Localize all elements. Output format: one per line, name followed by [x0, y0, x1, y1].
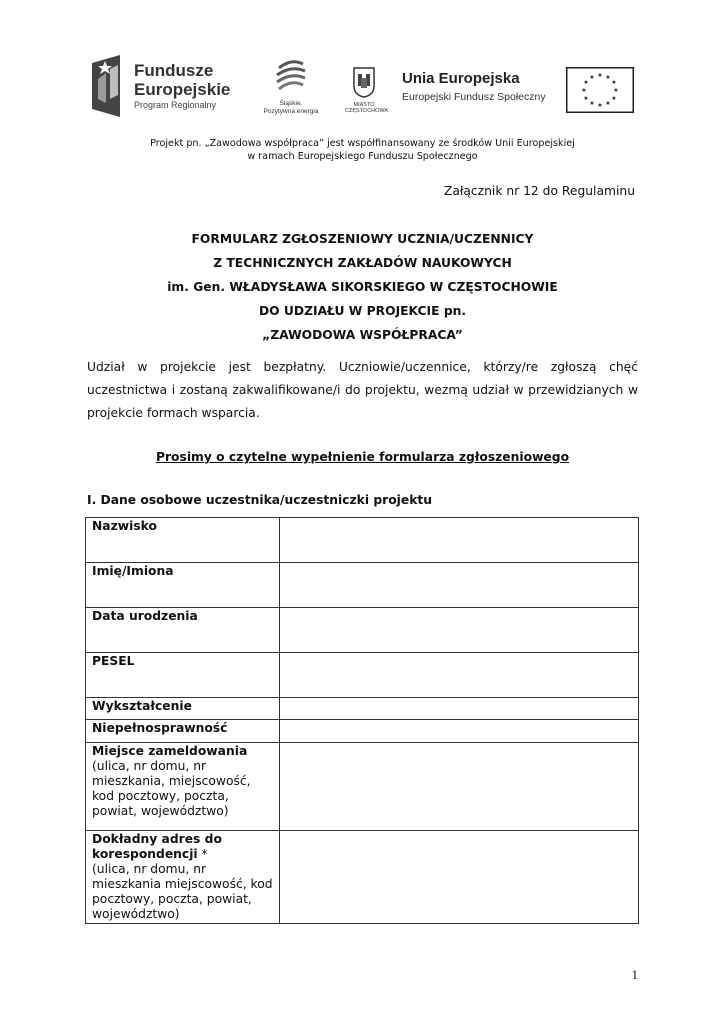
pesel-field[interactable]	[280, 653, 639, 698]
residence-field[interactable]	[280, 743, 639, 831]
residence-label-cell	[86, 743, 280, 831]
czestochowa-coat-of-arms-icon	[352, 66, 376, 98]
fundusze-europejskie-logo	[88, 55, 238, 117]
correspondence-label: Dokładny adres do korespondencji	[92, 832, 222, 861]
svg-text:★: ★	[589, 74, 595, 81]
fundusze-europejskie-emblem-icon	[88, 55, 128, 117]
cofunding-statement	[80, 137, 645, 163]
slaskie-wave-icon	[273, 58, 309, 96]
fe-logo-line1: Fundusze	[134, 61, 214, 80]
svg-text:★: ★	[589, 100, 595, 107]
form-title	[90, 227, 635, 347]
svg-text:★: ★	[611, 79, 617, 86]
page-number: 1	[631, 967, 638, 982]
cofunding-line2: w ramach Europejskiego Funduszu Społecznego	[247, 151, 478, 162]
ue-logo-line1: Unia Europejska	[402, 70, 520, 87]
svg-text:★: ★	[605, 100, 611, 107]
svg-text:★: ★	[597, 72, 603, 79]
slaskie-logo-line2: Pozytywna energia	[263, 108, 319, 115]
svg-text:★: ★	[611, 95, 617, 102]
surname-field[interactable]	[280, 518, 639, 563]
correspondence-hint: (ulica, nr domu, nr mieszkania miejscowość, kod pocztowy, poczta, powiat, województwo)	[92, 862, 273, 921]
czestochowa-logo	[345, 66, 389, 116]
section-title: I. Dane osobowe uczestnika/uczestniczki projektu	[87, 493, 433, 507]
title-line: im. Gen. WŁADYSŁAWA SIKORSKIEGO W CZĘSTOCHOWIE	[167, 280, 558, 294]
table-row	[86, 518, 639, 563]
svg-text:★: ★	[583, 95, 589, 102]
personal-data-table	[85, 517, 639, 924]
education-label: Wykształcenie	[86, 698, 280, 720]
first-name-field[interactable]	[280, 563, 639, 608]
table-row	[86, 698, 639, 720]
correspondence-field[interactable]	[280, 831, 639, 924]
fill-instruction: Prosimy o czytelne wypełnienie formularza zgłoszeniowego	[155, 450, 570, 464]
table-row	[86, 743, 639, 831]
first-name-label: Imię/Imiona	[86, 563, 280, 608]
eu-flag-icon	[566, 67, 634, 113]
table-row	[86, 563, 639, 608]
residence-label: Miejsce zameldowania	[92, 744, 248, 758]
svg-text:★: ★	[583, 79, 589, 86]
svg-text:★: ★	[613, 87, 619, 94]
residence-hint: (ulica, nr domu, nr mieszkania, miejscowość, kod pocztowy, poczta, powiat, województwo)	[92, 759, 251, 818]
czestochowa-logo-line1: MIASTO	[353, 102, 375, 108]
slaskie-logo	[258, 58, 324, 118]
intro-paragraph: Udział w projekcie jest bezpłatny. Uczniowie/uczennice, którzy/re zgłoszą chęć uczestnictwa i zostaną zakwalifikowane/i do projektu, wezmą udział w przewidzianych w projekcie formach wsparcia.	[87, 360, 638, 420]
cofunding-line1: Projekt pn. „Zawodowa współpraca” jest współfinansowany ze środków Unii Europejskiej	[150, 138, 575, 149]
title-line: FORMULARZ ZGŁOSZENIOWY UCZNIA/UCZENNICY	[191, 232, 534, 246]
fe-logo-line3: Program Regionalny	[134, 100, 217, 110]
title-line: DO UDZIAŁU W PROJEKCIE pn.	[258, 304, 467, 318]
birth-date-field[interactable]	[280, 608, 639, 653]
pesel-label: PESEL	[86, 653, 280, 698]
correspondence-star: *	[197, 847, 208, 861]
fe-logo-line2: Europejskie	[134, 80, 231, 99]
svg-text:★: ★	[605, 74, 611, 81]
table-row	[86, 831, 639, 924]
czestochowa-logo-line2: CZĘSTOCHOWA	[345, 108, 389, 114]
table-row	[86, 608, 639, 653]
disability-label: Niepełnosprawność	[86, 720, 280, 743]
unia-europejska-logo	[402, 70, 562, 103]
surname-label: Nazwisko	[86, 518, 280, 563]
ue-logo-line2: Europejski Fundusz Społeczny	[402, 91, 546, 103]
table-row	[86, 653, 639, 698]
education-field[interactable]	[280, 698, 639, 720]
svg-text:★: ★	[597, 102, 603, 109]
title-line: „ZAWODOWA WSPÓŁPRACA”	[262, 328, 463, 342]
title-line: Z TECHNICZNYCH ZAKŁADÓW NAUKOWYCH	[213, 256, 512, 270]
table-row	[86, 720, 639, 743]
svg-text:★: ★	[581, 87, 587, 94]
annex-label: Załącznik nr 12 do Regulaminu	[443, 184, 635, 198]
correspondence-label-cell	[86, 831, 280, 924]
slaskie-logo-line1: Śląskie.	[279, 100, 303, 107]
disability-field[interactable]	[280, 720, 639, 743]
birth-date-label: Data urodzenia	[86, 608, 280, 653]
